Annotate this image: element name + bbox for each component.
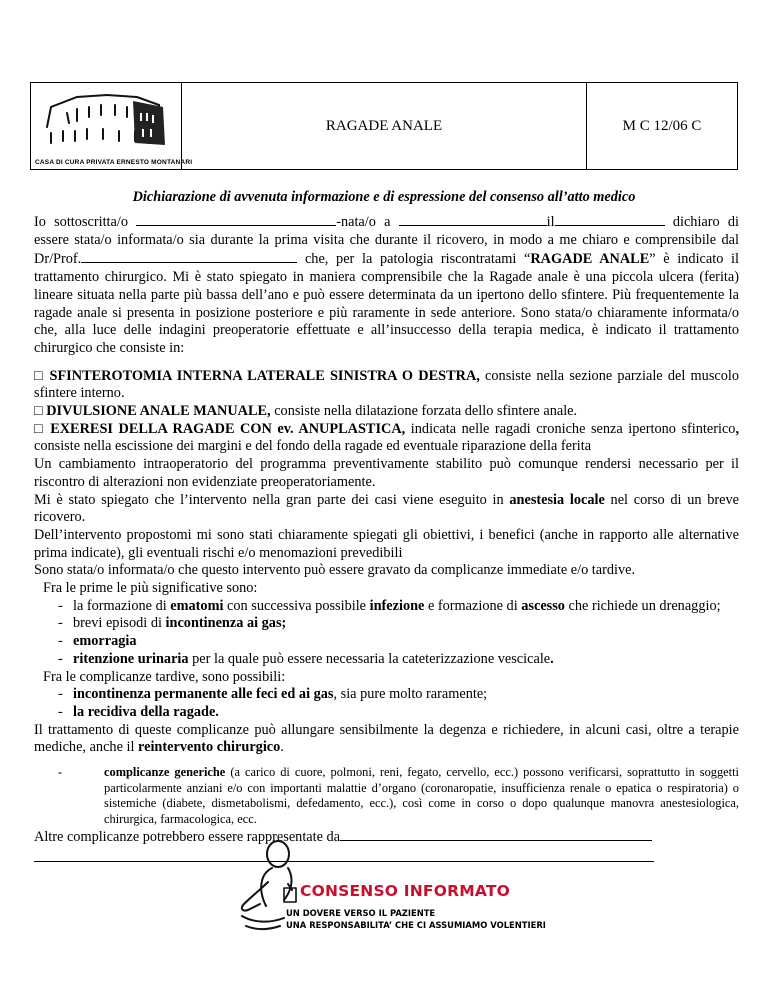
consent-emblem — [232, 838, 562, 938]
other-complications: Altre complicanze potrebbero essere rappresentate da — [34, 827, 739, 847]
option-title: SFINTEROTOMIA INTERNA LATERALE SINISTRA O DESTRA, — [49, 367, 480, 384]
consent-subtitle — [286, 907, 546, 931]
header-table — [30, 82, 738, 170]
option-text: consiste nella escissione dei margini e del fondo della ragade ed eventuale riparazione della ferita — [34, 438, 592, 455]
document-code: M C 12/06 C — [622, 117, 702, 134]
generic-complications: - complicanze generiche (a carico di cuore, polmoni, reni, fegato, cervello, ecc.) possono verificarsi, soprattutto in soggetti particolarmente anziani e/o con importanti malattie d’organo (coronaropatie, insufficienza renale o epatica o respiratoria) o sistemiche (diabete, dismetabolismi, defedamento, ecc.), così come in corso o dopo qualunque manovra anestesiologica, chirurgica, farmacologica, ecc. — [58, 765, 739, 826]
list-item: - ritenzione urinaria per la quale può essere necessaria la cateterizzazione vescicale. — [58, 650, 554, 667]
consent-sub-line: UN DOVERE VERSO IL PAZIENTE — [286, 908, 436, 918]
building-icon — [37, 87, 177, 149]
option-text: consiste nella sezione parziale del muscolo sfintere interno. — [34, 367, 739, 402]
early-heading: Fra le prime le più significative sono: — [43, 580, 258, 597]
checkbox-icon[interactable]: □ — [34, 420, 45, 437]
checkbox-icon[interactable]: □ — [34, 367, 45, 384]
clinic-logo — [31, 83, 193, 169]
option-divulsion[interactable] — [34, 403, 739, 421]
list-item: - la recidiva della ragade. — [58, 703, 219, 720]
intro-text: che, per la patologia riscontratami “ — [304, 251, 531, 268]
intro-text: -nata/o a — [336, 214, 391, 230]
change-paragraph: Un cambiamento intraoperatorio del programma preventivamente stabilito può comunque rendersi necessario per il riscontro di alterazioni non evidenziate preoperatoriamente. — [34, 456, 739, 490]
list-item: - incontinenza permanente alle feci ed ai gas, sia pure molto raramente; — [58, 686, 488, 703]
late-heading: Fra le complicanze tardive, sono possibili: — [43, 668, 286, 685]
list-item: - la formazione di ematomi con successiva possibile infezione e formazione di ascesso che richiede un drenaggio; — [58, 597, 721, 614]
list-item: - emorragia — [58, 633, 137, 650]
birthplace-field[interactable] — [399, 212, 547, 226]
checkbox-icon[interactable]: □ — [34, 403, 43, 420]
intro-text: ” è indicato il trattamento chirurgico. Mi è stato spiegato in maniera comprensibile che la Ragade anale è una piccola ulcera (ferita) lineare situata nella parte più bassa dell’ano e può essere determinata da un ipertono dello sfintere. Più frequentemente la ragade anale si presenta in posizione posteriore e più raramente in sede anteriore. Sono stata/o chiaramente informata/o che, alla luce delle indagini preoperatorie effettuate e all’insuccesso della terapia medica, è indicato il trattamento chirurgico che consiste in: — [34, 251, 739, 356]
risk-paragraph: Sono stata/o informata/o che questo intervento può essere gravato da complicanze immediate e/o tardive. — [34, 562, 636, 579]
option-exeresis[interactable] — [34, 421, 739, 456]
option-title: EXERESI DELLA RAGADE CON ev. ANUPLASTICA, — [50, 420, 406, 437]
intro-text: il — [546, 214, 555, 230]
list-item: - brevi episodi di incontinenza ai gas; — [58, 615, 287, 632]
consent-body — [34, 212, 739, 862]
intro-text: dichiaro di essere stata/o informata/o sia durante la prima visita che durante il ricovero, in modo a me chiaro e comprensibile dal Dr/Prof. — [34, 214, 740, 268]
doctor-field[interactable] — [81, 249, 297, 263]
intro-paragraph — [34, 212, 739, 358]
anesthesia-paragraph: Mi è stato spiegato che l’intervento nella gran parte dei casi viene eseguito in anestesia locale nel corso di un breve ricovero. — [34, 491, 739, 526]
option-text: indicata nelle ragadi croniche senza ipertono sfinterico — [405, 420, 736, 437]
consent-sub-line: UNA RESPONSABILITA’ CHE CI ASSUMIAMO VOLENTIERI — [286, 920, 546, 930]
option-punct: , — [735, 420, 740, 437]
consent-title: CONSENSO INFORMATO — [300, 882, 510, 900]
treatment-paragraph: Il trattamento di queste complicanze può allungare sensibilmente la degenza e richiedere, in alcuni casi, oltre a terapie mediche, anche il reintervento chirurgico. — [34, 721, 739, 756]
option-title: DIVULSIONE ANALE MANUALE, — [46, 403, 271, 420]
document-title: RAGADE ANALE — [182, 83, 587, 169]
intro-text: Io sottoscritta/o — [34, 214, 128, 230]
birthdate-field[interactable] — [555, 212, 665, 226]
option-sphincterotomy[interactable] — [34, 368, 739, 403]
declaration-subtitle: Dichiarazione di avvenuta informazione e di espressione del consenso all’atto medico — [132, 189, 636, 205]
pathology-name: RAGADE ANALE — [530, 251, 650, 268]
option-text: consiste nella dilatazione forzata dello sfintere anale. — [270, 403, 578, 420]
logo-caption: CASA DI CURA PRIVATA ERNESTO MONTANARI — [35, 159, 193, 166]
name-field[interactable] — [136, 212, 336, 226]
goals-paragraph: Dell’intervento propostomi mi sono stati chiaramente spiegati gli obiettivi, i benefici (anche in rapporto alle alternative prima indicate), gli eventuali rischi e/o menomazioni prevedibili — [34, 526, 739, 561]
